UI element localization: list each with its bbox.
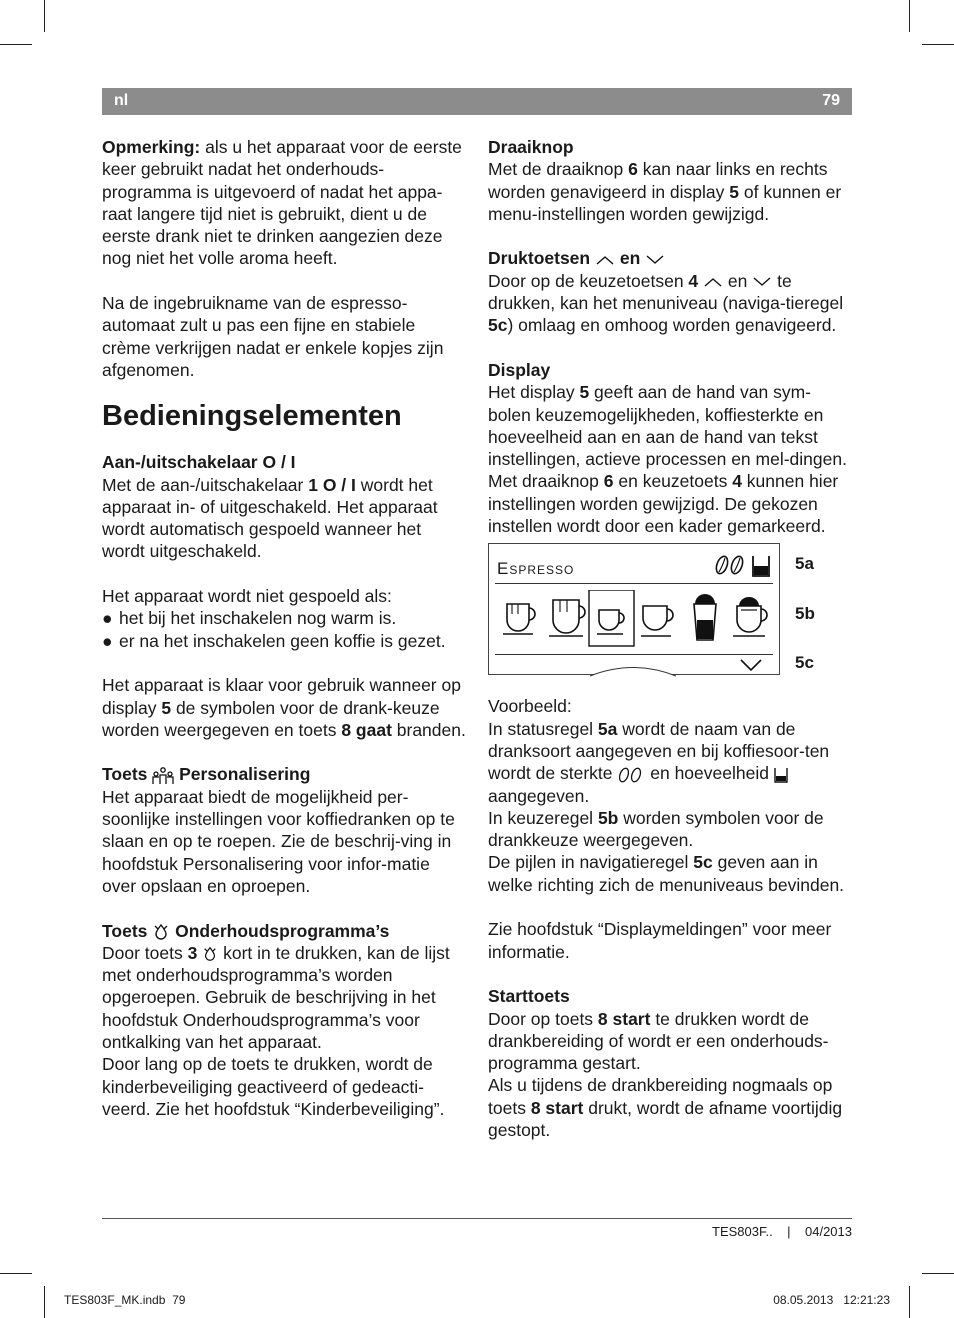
slug-file: TES803F_MK.indb <box>64 1293 166 1307</box>
display-drink-name: Espresso <box>497 559 575 579</box>
display-panel <box>488 543 780 675</box>
text-run: Druktoetsen <box>488 248 595 269</box>
coffee-cup-icon <box>503 604 535 634</box>
page-header-bar <box>102 88 852 115</box>
bullet: ● <box>102 630 113 651</box>
knob-arc <box>588 665 678 677</box>
see-chapter-text: Zie hoofdstuk “Displaymeldingen” voor meer informatie. <box>488 919 832 962</box>
text-run: Onderhoudsprogramma’s <box>170 920 390 941</box>
text-run: 8 start <box>530 1097 584 1118</box>
list-item <box>102 630 468 652</box>
rotary-knob-heading: Draaiknop <box>488 137 574 157</box>
quantity-icon <box>774 766 788 784</box>
ready-paragraph <box>102 674 468 741</box>
drink-selection-row <box>499 590 773 650</box>
personalisation-heading <box>102 763 468 785</box>
text-run: In keuzeregel <box>488 807 598 828</box>
print-slug-left <box>64 1293 185 1307</box>
text-run: 5 <box>729 181 740 202</box>
text-run: Met de aan-/uitschakelaar <box>102 474 309 495</box>
text-run: worden symbolen voor de drankkeuze weergegeven. <box>488 807 824 851</box>
text-run: Het apparaat is klaar voor gebruik wanneer op display <box>102 675 461 718</box>
text-run: Door toets <box>102 942 188 963</box>
crop-mark <box>909 0 910 32</box>
text-run: Toets <box>102 920 153 941</box>
text-run: de symbolen voor de drank-keuze worden weergegeven en toets <box>102 697 440 740</box>
intro-paragraph: Na de ingebruikname van de espresso-automaat zult u pas een fijne en stabiele crème verkrijgen nadat er enkele kopjes zijn afgenomen. <box>102 293 444 380</box>
start-button-text-2 <box>488 1074 852 1141</box>
status-line-divider <box>495 583 773 584</box>
note-label: Opmerking: <box>102 137 201 157</box>
display-heading: Display <box>488 359 551 380</box>
personalisation-icon <box>152 767 174 785</box>
left-column <box>102 136 468 1120</box>
text-run: kort in te drukken, kan de lijst met onderhoudsprogramma’s worden opgeroepen. Gebruik de beschrijving in het hoofdstuk Onderhoudsprogramma’s voor ontkalking van het apparaat. <box>102 942 450 1052</box>
print-slug-right <box>773 1293 890 1307</box>
footer-divider <box>102 1218 852 1219</box>
espresso-cup-icon <box>597 610 624 634</box>
label-5a: 5a <box>795 554 814 574</box>
slug-date: 08.05.2013 <box>773 1293 834 1307</box>
chevron-down-icon <box>752 276 772 288</box>
text-run: ) omlaag en omhoog worden genavigeerd. <box>507 315 837 336</box>
start-button-text <box>488 1008 852 1075</box>
text-run: 6 <box>603 471 614 492</box>
rotary-knob-text <box>488 158 852 225</box>
coffee-cup-icon <box>641 606 673 636</box>
footer-separator: | <box>787 1224 791 1239</box>
navigation-line-divider <box>495 654 773 655</box>
text-run: en <box>614 248 646 269</box>
display-text <box>488 381 852 537</box>
text-run: Het display <box>488 382 580 403</box>
example-selection-line <box>488 807 852 852</box>
text-run: kan naar links en rechts worden genavigeerd in display <box>488 159 828 202</box>
footer <box>712 1224 852 1239</box>
child-lock-text: Door lang op de toets te drukken, wordt de kinderbeveiliging geactiveerd of gedeacti-veerd. Zie het hoofdstuk “Kinderbeveiliging”. <box>102 1054 445 1119</box>
text-run: geeft aan de hand van sym-bolen keuzemogelijkheden, koffiesterkte en hoeveelheid aan en aan de hand van tekst instellingen, actieve processen en mel-dingen. Met draaiknop <box>488 382 847 492</box>
crop-mark <box>0 1273 32 1274</box>
start-button-heading: Starttoets <box>488 986 570 1007</box>
chevron-down-icon <box>739 658 763 672</box>
note-text: als u het apparaat voor de eerste keer gebruikt nadat het onderhouds-programma is uitgevoerd of nadat het appa-raat langere tijd niet is gebruikt, dient u de eerste drank niet te drinken aangezien deze nog niet het volle aroma heeft. <box>102 137 462 269</box>
example-status-line <box>488 718 852 807</box>
text-run: 3 <box>187 942 198 963</box>
strength-icon <box>617 766 645 784</box>
crop-mark <box>44 1286 45 1318</box>
text-run: te drukken, kan het menuniveau (naviga-tieregel <box>488 270 844 314</box>
model-number: TES803F.. <box>712 1224 773 1239</box>
chevron-down-icon <box>645 254 665 266</box>
text-run: Door op de keuzetoetsen <box>488 270 689 291</box>
text-run: 5a <box>597 718 618 739</box>
text-run: 8 start <box>597 1008 651 1029</box>
text-run: kunnen hier instellingen worden gewijzigd. De gekozen instellen wordt door een kader gemarkeerd. <box>488 471 839 537</box>
chevron-up-icon <box>595 254 615 266</box>
crop-mark <box>0 44 32 45</box>
slug-time: 12:21:23 <box>843 1293 890 1307</box>
text-run: Als u tijdens de drankbereiding nogmaals op toets <box>488 1075 833 1118</box>
text-run: wordt het apparaat in- of uitgeschakeld. Het apparaat wordt automatisch gespoeld wanneer het wordt uitgeschakeld. <box>102 474 438 562</box>
text-run: branden. <box>391 719 466 740</box>
power-switch-heading: Aan-/uitschakelaar O / I <box>102 452 296 473</box>
text-run: 5 <box>161 697 172 718</box>
right-column <box>488 136 852 1141</box>
maintenance-heading <box>102 920 468 942</box>
text-run: en keuzetoets <box>613 471 733 492</box>
text-run: 5 <box>579 382 590 403</box>
text-run: Met de draaiknop <box>488 159 629 180</box>
personalisation-text: Het apparaat biedt de mogelijkheid per-soonlijke instellingen voor koffiedranken op te slaan en op te roepen. Zie de beschrij-ving in hoofdstuk Personalisering voor infor-matie over opslaan en oproepen. <box>102 786 455 896</box>
text-run: 8 gaat <box>341 719 392 740</box>
push-buttons-text <box>488 270 852 337</box>
crop-mark <box>922 1273 954 1274</box>
text-run: 5c <box>488 315 508 336</box>
section-title: Bedieningselementen <box>102 400 402 433</box>
power-switch-text <box>102 474 468 563</box>
text-run: 1 O / I <box>308 474 356 495</box>
text-run: wordt de naam van de dranksoort aangegeven en bij koffiesoor-ten wordt de sterkte <box>488 718 830 784</box>
edition-date: 04/2013 <box>805 1224 852 1239</box>
latte-glass-icon <box>694 594 716 640</box>
selection-frame <box>589 590 634 646</box>
chevron-up-icon <box>703 276 723 288</box>
text-run: Personalisering <box>174 764 311 785</box>
example-navigation-line <box>488 851 852 896</box>
text-run: 6 <box>628 159 638 180</box>
maintenance-icon <box>202 946 218 962</box>
text-run: 4 <box>732 471 742 492</box>
text-run: drukt, wordt de afname voortijdig gestopt. <box>488 1097 843 1140</box>
crop-mark <box>922 44 954 45</box>
cappuccino-cup-icon <box>733 597 767 636</box>
text-run: 5b <box>597 807 619 828</box>
text-run: 4 <box>688 270 699 291</box>
rinse-intro: Het apparaat wordt niet gespoeld als: <box>102 586 392 607</box>
list-item-text: er na het inschakelen geen koffie is gezet. <box>119 630 446 651</box>
page-number: 79 <box>822 92 840 109</box>
text-run: 5c <box>693 852 713 873</box>
coffee-cup-icon <box>549 600 585 636</box>
text-run: te drukken wordt de drankbereiding of wordt er een onderhouds-programma gestart. <box>488 1008 829 1074</box>
maintenance-text <box>102 942 468 1053</box>
text-run: geven aan in welke richting zich de menuniveaus bevinden. <box>488 852 845 895</box>
text-run: Toets <box>102 764 153 785</box>
text-run: In statusregel <box>488 718 598 739</box>
text-run: De pijlen in navigatieregel <box>488 852 694 873</box>
text-run: Door op toets <box>488 1008 598 1029</box>
language-code: nl <box>114 92 129 109</box>
display-illustration <box>488 543 852 685</box>
text-run: en <box>723 270 753 291</box>
strength-quantity-icons <box>713 552 775 580</box>
list-item <box>102 607 468 629</box>
text-run: of kunnen er menu-instellingen worden gewijzigd. <box>488 181 842 224</box>
text-run: aangegeven. <box>488 785 590 806</box>
slug-page: 79 <box>172 1293 186 1307</box>
push-buttons-heading <box>488 247 852 269</box>
label-5c: 5c <box>795 653 814 673</box>
label-5b: 5b <box>795 604 815 624</box>
crop-mark <box>44 0 45 32</box>
list-item-text: het bij het inschakelen nog warm is. <box>119 608 397 629</box>
bullet: ● <box>102 608 113 629</box>
crop-mark <box>909 1286 910 1318</box>
example-heading: Voorbeeld: <box>488 696 572 717</box>
text-run: en hoeveelheid <box>645 763 774 784</box>
maintenance-icon <box>152 923 170 941</box>
note-paragraph <box>102 136 468 270</box>
